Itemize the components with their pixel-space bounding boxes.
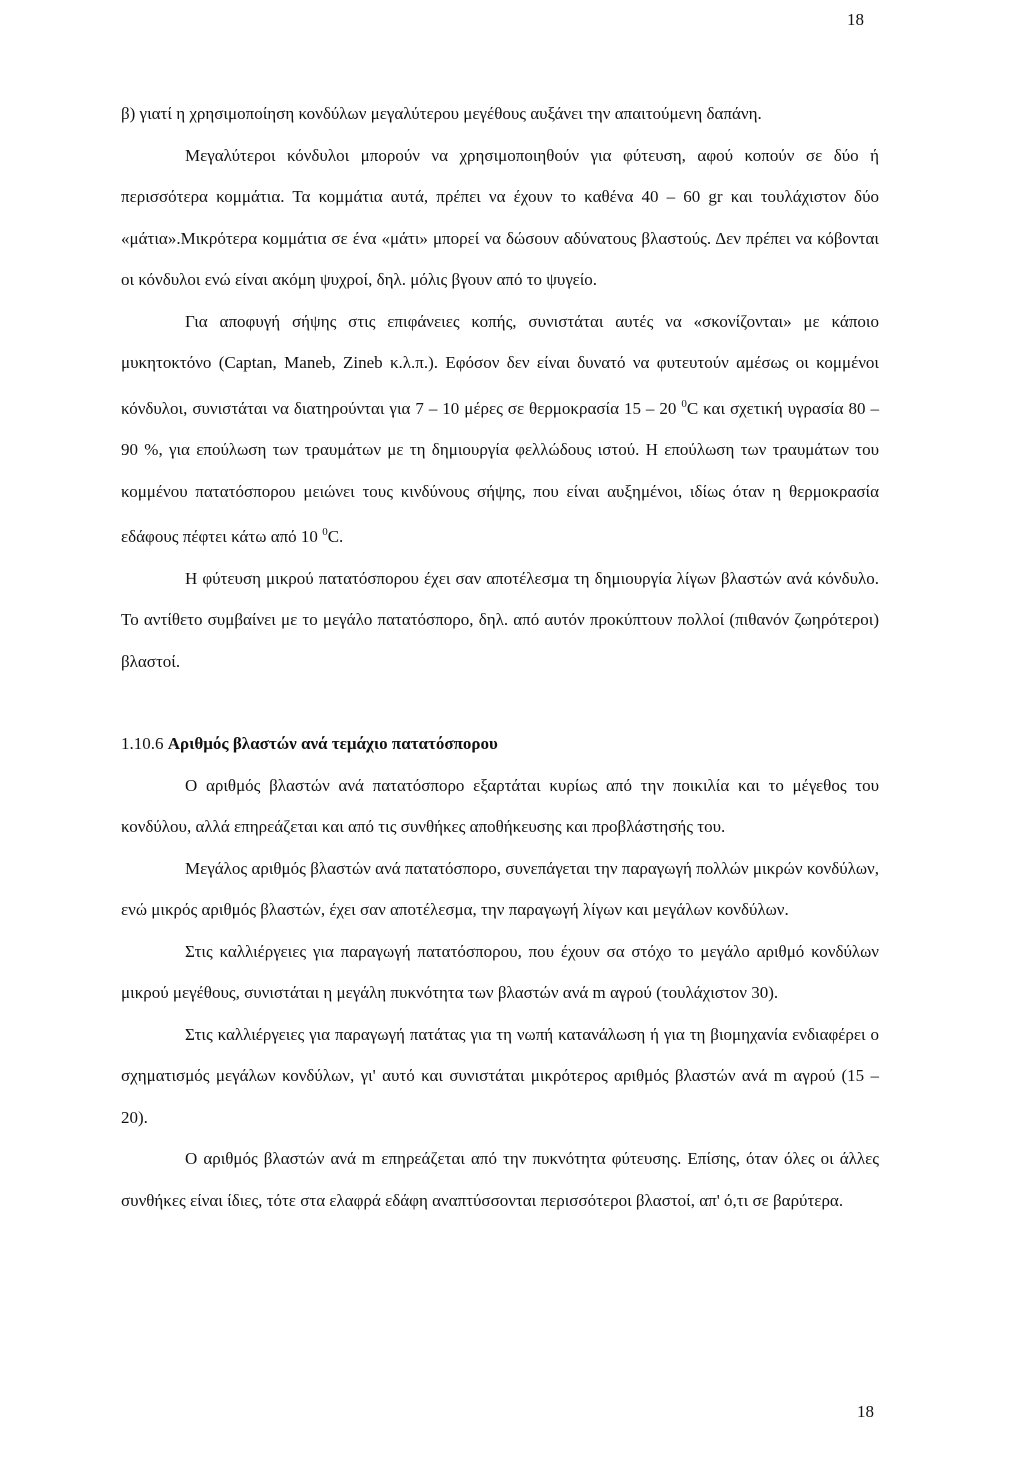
paragraph-3 [121, 301, 879, 558]
paragraph-1: β) γιατί η χρησιμοποίηση κονδύλων μεγαλύτερου μεγέθους αυξάνει την απαιτούμενη δαπάνη. [121, 104, 762, 123]
paragraph-7: Στις καλλιέργειες για παραγωγή πατατόσπορου, που έχουν σα στόχο το μεγάλο αριθμό κονδύλων μικρού μεγέθους, συνιστάται η μεγάλη πυκνότητα των βλαστών ανά m αγρού (τουλάχιστον 30). [121, 941, 879, 1002]
section-title: Αριθμός βλαστών ανά τεμάχιο πατατόσπορου [167, 734, 498, 753]
section-number: 1.10.6 [121, 734, 164, 753]
paragraph-8: Στις καλλιέργειες για παραγωγή πατάτας για τη νωπή κατανάλωση ή για τη βιομηχανία ενδιαφέρει ο σχηματισμός μεγάλων κονδύλων, γι' αυτό και συνιστάται μικρότερος αριθμός βλαστών ανά m αγρού (15 – 20). [121, 1024, 879, 1127]
degree-superscript: 0 [322, 526, 328, 538]
paragraph-3-part-b: C και σχετική υγρασία 80 – 90 %, για επούλωση των τραυμάτων με τη δημιουργία φελλώδους ιστού. Η επούλωση των τραυμάτων του κομμένου πατατόσπορου μειώνει τους κινδύνους σήψης, που είναι αυξημένοι, ιδίως όταν η θερμοκρασία εδάφους πέφτει κάτω από 10 [121, 398, 879, 546]
paragraph-5: Ο αριθμός βλαστών ανά πατατόσπορο εξαρτάται κυρίως από την ποικιλία και το μέγεθος του κονδύλου, αλλά επηρεάζεται και από τις συνθήκες αποθήκευσης και προβλάστησής του. [121, 775, 879, 836]
document-body [121, 93, 879, 1221]
degree-superscript: 0 [681, 397, 687, 410]
paragraph-3-part-c: C. [327, 527, 344, 546]
page-number-top: 18 [847, 10, 864, 29]
paragraph-6: Μεγάλος αριθμός βλαστών ανά πατατόσπορο, συνεπάγεται την παραγωγή πολλών μικρών κονδύλων, ενώ μικρός αριθμός βλαστών, έχει σαν αποτέλεσμα, την παραγωγή λίγων και μεγάλων κονδύλων. [121, 858, 879, 919]
paragraph-9-part-a: Ο αριθμός βλαστών ανά m [185, 1149, 376, 1168]
paragraph-4: Η φύτευση μικρού πατατόσπορου έχει σαν αποτέλεσμα τη δημιουργία λίγων βλαστών ανά κόνδυλο. Το αντίθετο συμβαίνει με το μεγάλο πατατόσπορο, δηλ. από αυτόν προκύπτουν πολλοί (πιθανόν ζωηρότεροι) βλαστοί. [121, 568, 879, 671]
page-number-bottom: 18 [857, 1402, 874, 1421]
paragraph-9-part-b: επηρεάζεται από την πυκνότητα φύτευσης. Επίσης, όταν όλες οι άλλες συνθήκες είναι ίδιες, τότε στα ελαφρά εδάφη αναπτύσσονται περισσότεροι βλαστοί, απ' ό,τι σε βαρύτερα. [121, 1149, 880, 1210]
paragraph-2: Μεγαλύτεροι κόνδυλοι μπορούν να χρησιμοποιηθούν για φύτευση, αφού κοπούν σε δύο ή περισσότερα κομμάτια. Τα κομμάτια αυτά, πρέπει να έχουν το καθένα 40 – 60 gr και τουλάχιστον δύο «μάτια».Μικρότερα κομμάτια σε ένα «μάτι» μπορεί να δώσουν αδύνατους βλαστούς. Δεν πρέπει να κόβονται οι κόνδυλοι ενώ είναι ακόμη ψυχροί, δηλ. μόλις βγουν από το ψυγείο. [121, 145, 879, 289]
paragraph-3-part-a: Για αποφυγή σήψης στις επιφάνειες κοπής, συνιστάται αυτές να «σκονίζονται» με κάποιο μυκητοκτόνο (Captan, Maneb, Zineb κ.λ.π.). Εφόσον δεν είναι δυνατό να φυτευτούν αμέσως οι κομμένοι κόνδυλοι, συνιστάται να διατηρούνται για 7 – 10 μέρες σε θερμοκρασία 15 – 20 [121, 311, 879, 418]
section-heading [121, 723, 879, 765]
paragraph-9 [121, 1138, 879, 1221]
